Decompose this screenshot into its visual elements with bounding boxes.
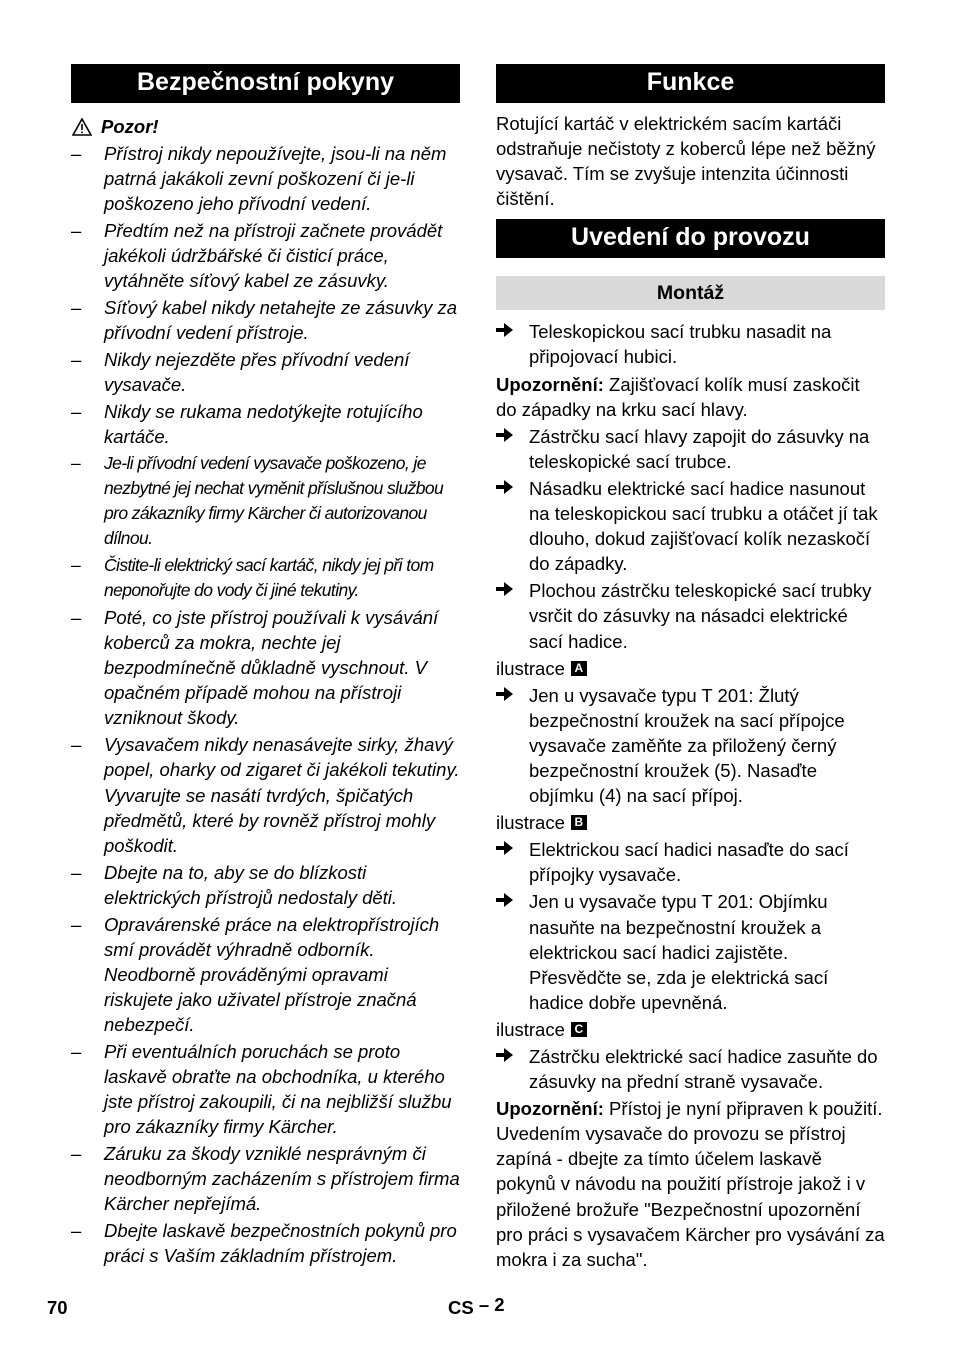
figure-reference: ilustrace B: [496, 810, 885, 835]
montaz-heading: Montáž: [496, 276, 885, 310]
figure-badge: C: [571, 1022, 587, 1037]
arrow-right-icon: [496, 581, 513, 597]
step-item: Plochou zástrčku teleskopické sací trubky vsrčit do zásuvky na násadci elektrické sací hadice.: [496, 578, 885, 653]
safety-heading: Bezpečnostní pokyny: [71, 64, 460, 103]
funkce-heading: Funkce: [496, 64, 885, 103]
list-item: – Čistite-li elektrický sací kartáč, nikdy jej při tom neponořujte do vody či jiné tekutiny.: [71, 555, 434, 601]
warning-label: Pozor!: [101, 115, 159, 137]
note-paragraph: Upozornění: Přístoj je nyní připraven k použití. Uvedením vysavače do provozu se přístroj zapíná - dbejte za tímto účelem laskavě pokynů v návodu na použití přístroje jakož i v přiložené brožuře "Bezpečnostní upozornění pro práci s vysavačem Kärcher pro vysávání za mokra i za sucha".: [496, 1098, 885, 1270]
figure-badge: B: [571, 815, 587, 830]
page-number: 70: [47, 1297, 68, 1318]
arrow-right-icon: [496, 322, 513, 338]
step-item: Zástrčku elektrické sací hadice zasuňte do zásuvky na přední straně vysavače.: [496, 1044, 885, 1094]
arrow-right-icon: [496, 686, 513, 702]
warning-triangle-icon: [72, 118, 92, 136]
list-item: – Vysavačem nikdy nenasávejte sirky, žhavý popel, oharky od zigaret či jakékoli tekutiny. Vyvarujte se nasátí tvrdých, špičatých předmětů, které by rovněž přístroj mohly poškodit.: [71, 734, 460, 856]
arrow-right-icon: [496, 427, 513, 443]
figure-badge: A: [571, 661, 587, 676]
funkce-text: Rotující kartáč v elektrickém sacím kartáči odstraňuje nečistoty z koberců lépe než běžný vysavač. Tím se zvyšuje intenzita účinnosti čištění.: [496, 113, 876, 210]
function-column: [496, 64, 885, 1272]
safety-list: [71, 141, 460, 1268]
list-item: – Nikdy se rukama nedotýkejte rotujícího kartáče.: [71, 400, 423, 448]
arrow-right-icon: [496, 1047, 513, 1063]
list-item: – Při eventuálních poruchách se proto laskavě obraťte na obchodníka, u kterého jste přístroj zakoupili, či na nejbližší službu pro zákazníky firmy Kärcher.: [71, 1040, 452, 1138]
safety-column: [71, 64, 460, 1268]
list-item: – Opravárenské práce na elektropřístrojích smí provádět výhradně odborník. Neodborně prováděnými opravami riskujete jako uživatel přístroje značná nebezpečí.: [71, 913, 440, 1035]
arrow-right-icon: [496, 840, 513, 856]
uvedeni-heading: Uvedení do provozu: [496, 219, 885, 258]
list-item: – Záruku za škody vzniklé nesprávným či neodborným zacházením s přístrojem firma Kärcher nepřejímá.: [71, 1143, 460, 1215]
figure-reference: ilustrace C: [496, 1017, 885, 1042]
warning-line: [71, 114, 460, 139]
step-item: Jen u vysavače typu T 201: Objímku nasuňte na bezpečnostní kroužek a elektrickou sací hadici zajistěte. Přesvědčte se, zda je elektrická sací hadice dobře upevněná.: [496, 889, 885, 1014]
list-item: – Přístroj nikdy nepoužívejte, jsou-li na něm patrná jakákoli zevní poškození či je-li poškozeno jeho přívodní vedení.: [71, 142, 447, 214]
list-item: – Poté, co jste přístroj používali k vysávání koberců za mokra, nechte jej bezpodmínečně důkladně vyschnout. V opačném případě mohou na přístroji vzniknout škody.: [71, 607, 439, 729]
list-item: – Je-li přívodní vedení vysavače poškozeno, je nezbytné jej nechat vyměnit příslušnou službou pro zákazníky firmy Kärcher či autorizovanou dílnou.: [71, 452, 444, 549]
list-item: – Dbejte na to, aby se do blízkosti elektrických přístrojů nedostaly děti.: [71, 861, 398, 908]
note-paragraph: Upozornění: Zajišťovací kolík musí zaskočit do západky na krku sací hlavy.: [496, 373, 860, 420]
step-item: Jen u vysavače typu T 201: Žlutý bezpečnostní kroužek na sací přípojce vysavače zaměňte za přiložený černý bezpečnostní kroužek (5). Nasaďte objímku (4) na sací přípoj.: [496, 683, 885, 808]
arrow-right-icon: [496, 479, 513, 495]
list-item: – Nikdy nejezděte přes přívodní vedení vysavače.: [71, 348, 410, 396]
step-item: Zástrčku sací hlavy zapojit do zásuvky na teleskopické sací trubce.: [496, 424, 885, 474]
step-item: Teleskopickou sací trubku nasadit na připojovací hubici.: [496, 319, 885, 369]
step-item: Násadku elektrické sací hadice nasunout na teleskopickou sací trubku a otáčet jí tak dlouho, dokud zajišťovací kolík nezaskočí do západky.: [496, 476, 885, 576]
list-item: – Předtím než na přístroji začnete provádět jakékoli údržbářské či čisticí práce, vytáhněte síťový kabel ze zásuvky.: [71, 219, 443, 292]
footer-lang: CS – 2: [448, 1294, 505, 1318]
step-item: Elektrickou sací hadici nasaďte do sací přípojky vysavače.: [496, 837, 885, 887]
list-item: – Síťový kabel nikdy netahejte ze zásuvky za přívodní vedení přístroje.: [71, 296, 458, 344]
figure-reference: ilustrace A: [496, 656, 885, 681]
list-item: – Dbejte laskavě bezpečnostních pokynů pro práci s Vaším základním přístrojem.: [71, 1220, 457, 1267]
arrow-right-icon: [496, 892, 513, 908]
